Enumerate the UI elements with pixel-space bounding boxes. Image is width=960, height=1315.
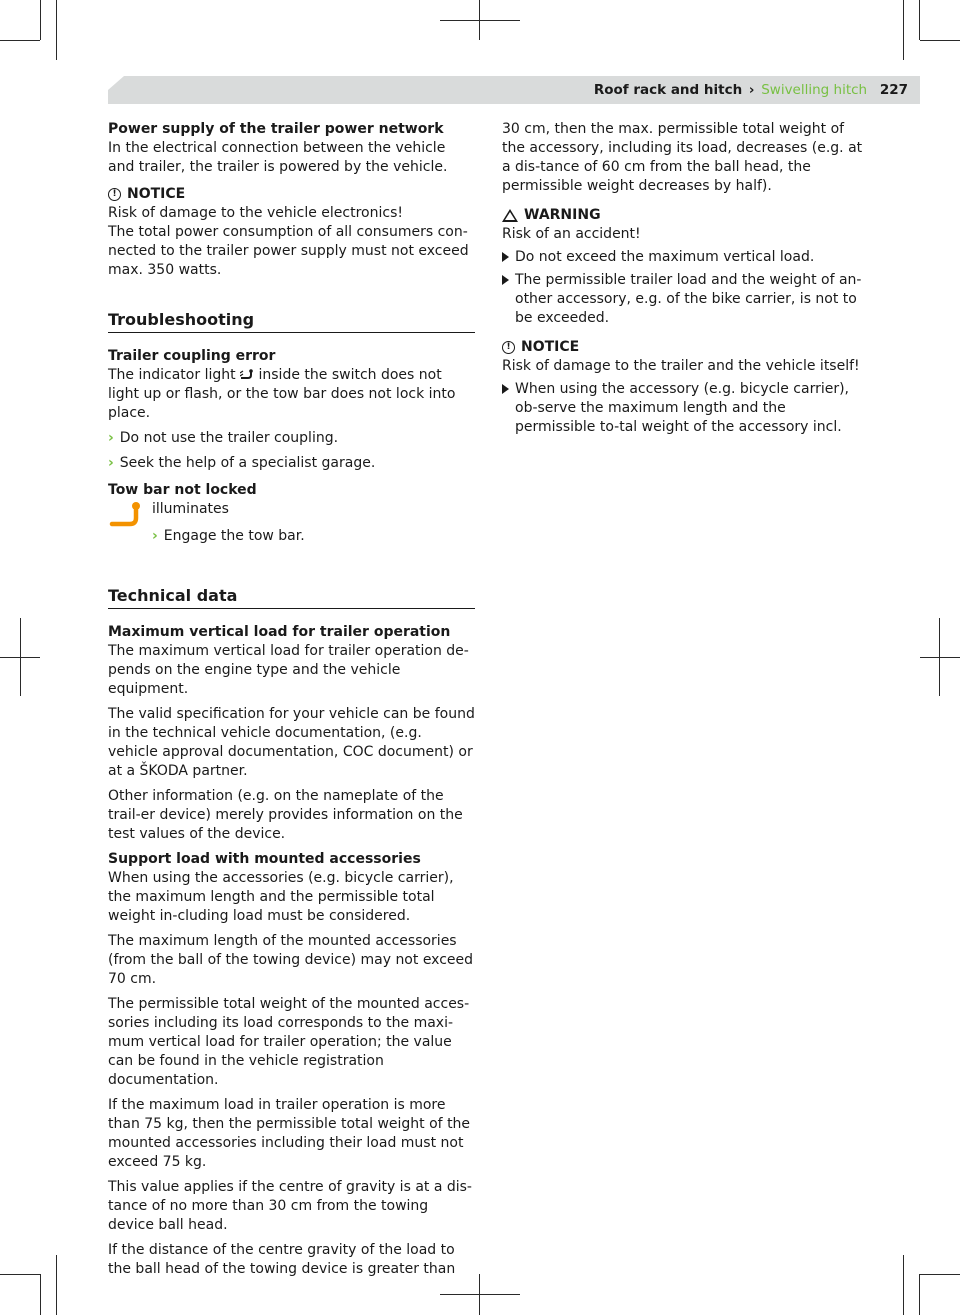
notice-heading	[502, 338, 869, 357]
tow-hitch-warning-lamp-icon	[108, 500, 144, 530]
paragraph: The maximum length of the mounted accessories (from the ball of the towing device) may not exceed 70 cm.	[108, 933, 474, 987]
notice-line: The total power consumption of all consumers con-nected to the trailer power supply must not exceed max. 350 watts.	[108, 224, 469, 278]
section-title-technical-data: Technical data	[108, 586, 475, 609]
support-heading: Support load with mounted accessories	[108, 851, 421, 867]
info-circle-icon: !	[502, 341, 515, 354]
page-number: 227	[879, 82, 908, 98]
chevron-right-icon: ›	[108, 430, 114, 446]
notice-intro: Risk of damage to the trailer and the vehicle itself!	[502, 358, 860, 374]
warning-triangle-icon	[502, 209, 518, 222]
notice-label: NOTICE	[127, 186, 186, 202]
section-title-troubleshooting: Troubleshooting	[108, 310, 475, 333]
info-circle-icon: !	[108, 188, 121, 201]
warning-item: The permissible trailer load and the weight of an-other accessory, e.g. of the bike carrier, is not to be exceeded.	[502, 271, 869, 328]
paragraph: If the distance of the centre gravity of the load to the ball head of the towing device is greater than	[108, 1242, 456, 1277]
coupling-text: The indicator light inside the switch does not light up or flash, or the tow bar does not lock into place.	[108, 367, 456, 421]
paragraph: When using the accessories (e.g. bicycle carrier), the maximum length and the permissible total weight in-cluding load must be considered.	[108, 870, 454, 924]
header-section: Roof rack and hitch	[593, 82, 743, 98]
step-item: › Do not use the trailer coupling.	[108, 430, 339, 446]
step-item: › Engage the tow bar.	[152, 528, 305, 544]
coupling-heading: Trailer coupling error	[108, 348, 276, 364]
warning-intro: Risk of an accident!	[502, 226, 641, 242]
paragraph: This value applies if the centre of gravity is at a dis-tance of no more than 30 cm from the towing device ball head.	[108, 1179, 472, 1233]
paragraph: Other information (e.g. on the nameplate of the trail-er device) merely provides information on the test values of the device.	[108, 788, 463, 842]
notice-label: NOTICE	[521, 339, 580, 355]
paragraph: The maximum vertical load for trailer operation de-pends on the engine type and the vehicle equipment.	[108, 643, 469, 697]
towbar-lamp-row	[108, 500, 475, 552]
warning-item: Do not exceed the maximum vertical load.	[502, 248, 869, 267]
paragraph: The valid specification for your vehicle can be found in the technical vehicle documentation, (e.g. vehicle approval documentation, COC document) or at a ŠKODA partner.	[108, 706, 475, 779]
header-subsection: Swivelling hitch	[761, 82, 868, 98]
towbar-lamp-text: illuminates	[152, 501, 229, 517]
power-heading: Power supply of the trailer power network	[108, 121, 444, 137]
paragraph: The permissible total weight of the mounted acces-sories including its load corresponds to the maxi-mum vertical load for trailer operation; the value can be found in the vehicle registration documentation.	[108, 996, 470, 1088]
towbar-heading: Tow bar not locked	[108, 482, 257, 498]
power-text: In the electrical connection between the vehicle and trailer, the trailer is powered by the vehicle.	[108, 140, 448, 175]
triangle-bullet-icon	[502, 384, 509, 394]
warning-label: WARNING	[524, 207, 601, 223]
triangle-bullet-icon	[502, 252, 509, 262]
warning-heading	[502, 206, 869, 225]
chevron-right-icon: ›	[152, 528, 158, 544]
continuation-paragraph: 30 cm, then the max. permissible total weight of the accessory, including its load, decreases (e.g. at a dis-tance of 60 cm from the ball head, the permissible weight decreases by half).	[502, 121, 863, 194]
step-item: › Seek the help of a specialist garage.	[108, 455, 376, 471]
tow-hitch-indicator-icon	[240, 369, 254, 380]
right-column	[502, 120, 869, 441]
maxload-heading: Maximum vertical load for trailer operation	[108, 624, 451, 640]
page-header	[594, 81, 908, 100]
notice-item: When using the accessory (e.g. bicycle carrier), ob-serve the maximum length and the permissible to-tal weight of the accessory incl.	[502, 380, 869, 437]
notice-line: Risk of damage to the vehicle electronics!	[108, 205, 403, 221]
notice-heading	[108, 185, 475, 204]
header-separator: ›	[748, 82, 755, 98]
left-column	[108, 120, 475, 1285]
triangle-bullet-icon	[502, 275, 509, 285]
chevron-right-icon: ›	[108, 455, 114, 471]
paragraph: If the maximum load in trailer operation is more than 75 kg, then the permissible total weight of the mounted accessories including their load must not exceed 75 kg.	[108, 1097, 471, 1170]
